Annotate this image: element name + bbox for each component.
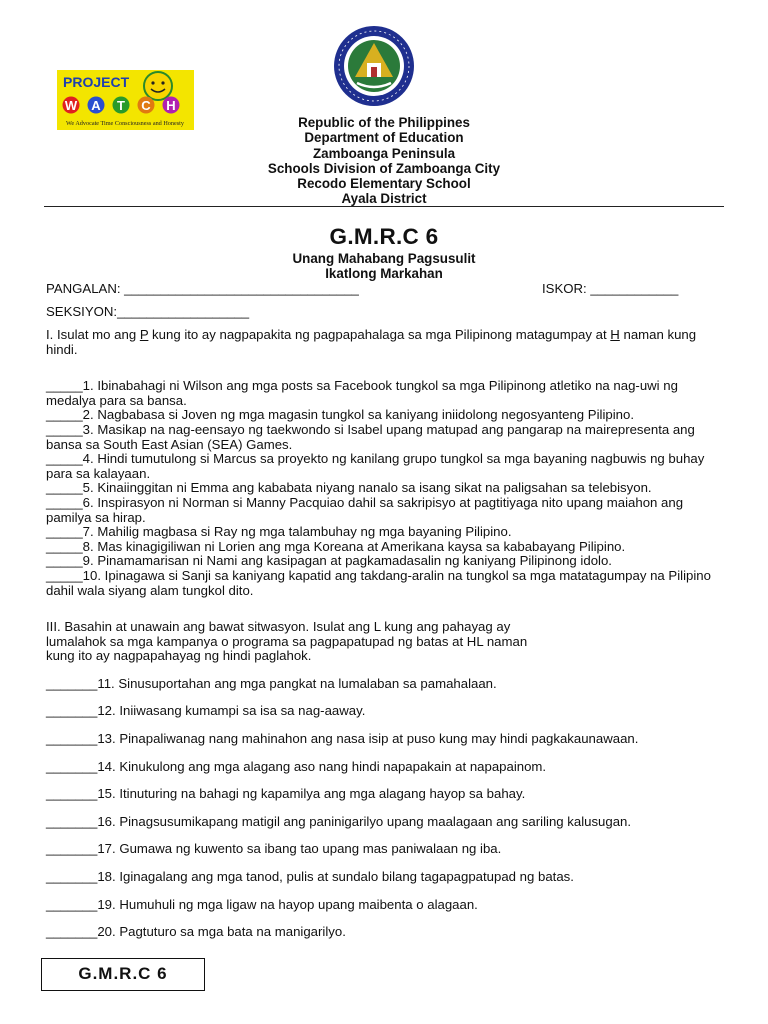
subtitle-line: Ikatlong Markahan bbox=[325, 265, 443, 281]
part3-instruction: III. Basahin at unawain ang bawat sitwasyon. Isulat ang L kung ang pahayag ay lumalahok sa mga kampanya o programa sa pagpapatupad ng batas at HL naman kung ito ay nagpapahayag ng hindi paglahok. bbox=[46, 619, 528, 664]
question-item[interactable]: _______16. Pinagsusumikapang matigil ang paninigarilyo upang maalagaan ang sariling kalusugan. bbox=[46, 813, 632, 829]
question-item[interactable]: _____7. Mahilig magbasa si Ray ng mga talambuhay ng mga bayaning Pilipino. bbox=[46, 524, 512, 540]
clock-icon bbox=[57, 70, 194, 130]
exam-subtitle bbox=[234, 252, 534, 282]
header-line: Recodo Elementary School bbox=[297, 176, 471, 192]
instruction-text: I. Isulat mo ang bbox=[46, 327, 140, 342]
question-item[interactable]: _____3. Masikap na nag-eensayo ng taekwondo si Isabel upang matupad ang pangarap na mairepresenta ang bansa sa South East Asian (SEA) Games. bbox=[46, 421, 695, 452]
instruction-key-p: P bbox=[139, 327, 149, 342]
exam-body bbox=[46, 328, 718, 953]
subtitle-line: Unang Mahabang Pagsusulit bbox=[292, 251, 476, 266]
header-line: Schools Division of Zamboanga City bbox=[267, 160, 501, 176]
svg-text:We Advocate Time Consciousness: We Advocate Time Consciousness and Honesty bbox=[66, 120, 184, 127]
question-item[interactable]: _______14. Kinukulong ang mga alagang aso nang hindi napapakain at napapainom. bbox=[46, 758, 547, 774]
question-item[interactable]: _____10. Ipinagawa si Sanji sa kaniyang kapatid ang takdang-aralin na tungkol sa mga matatagumpay na Pilipino dahil wala siyang alam tungkol dito. bbox=[46, 567, 711, 598]
question-item[interactable]: _____8. Mas kinagigiliwan ni Lorien ang mga Koreana at Amerikana kaysa sa kababayang Pilipino. bbox=[46, 538, 626, 554]
header-line: Department of Education bbox=[304, 130, 464, 146]
svg-text:C: C bbox=[141, 98, 151, 113]
question-item[interactable]: _____1. Ibinabahagi ni Wilson ang mga posts sa Facebook tungkol sa mga Pilipinong atletiko na nag-uwi ng medalya para sa bansa. bbox=[46, 378, 678, 408]
school-header bbox=[234, 115, 534, 207]
question-item[interactable]: _______12. Iniiwasang kumampi sa isa sa nag-aaway. bbox=[46, 703, 366, 719]
instruction-text: naman kung hindi. bbox=[46, 327, 697, 357]
project-watch-logo bbox=[57, 70, 194, 130]
question-item[interactable]: _______20. Pagtuturo sa mga bata na manigarilyo. bbox=[46, 924, 346, 940]
instruction-key-h: H bbox=[610, 327, 620, 342]
question-item[interactable]: _______18. Iginagalang ang mga tanod, pulis at sundalo bilang tagapagpatupad ng batas. bbox=[46, 869, 574, 885]
school-seal-logo bbox=[333, 25, 415, 107]
header-line: Zamboanga Peninsula bbox=[312, 145, 456, 161]
instruction-text: kung ito ay nagpapakita ng pagpapahalaga sa mga Pilipinong matagumpay at bbox=[148, 327, 611, 342]
question-item[interactable]: _______19. Humuhuli ng mga ligaw na hayop upang maibenta o alagaan. bbox=[46, 896, 478, 912]
question-item[interactable]: _____2. Nagbabasa si Joven ng mga magasin tungkol sa kaniyang iniidolong negosyanteng Pilipino. bbox=[46, 407, 634, 423]
question-item[interactable]: _____9. Pinamamarisan ni Nami ang kasipagan at pagkamadasalin ng kaniyang Pilipinong idolo. bbox=[46, 553, 612, 569]
header-line: Republic of the Philippines bbox=[298, 115, 470, 130]
question-item[interactable]: _______15. Itinuturing na bahagi ng kapamilya ang mga alagang hayop sa bahay. bbox=[46, 786, 526, 802]
svg-text:W: W bbox=[64, 98, 78, 113]
name-field[interactable]: PANGALAN: ________________________________ bbox=[46, 281, 359, 296]
part1-instruction bbox=[46, 328, 718, 357]
svg-text:A: A bbox=[91, 98, 101, 113]
exam-title: G.M.R.C 6 bbox=[329, 224, 439, 249]
question-item[interactable]: _____4. Hindi tumutulong si Marcus sa proyekto ng kanilang grupo tungkol sa mga bayaning nagbuwis ng buhay para sa kalayaan. bbox=[46, 451, 705, 481]
question-item[interactable]: _______11. Sinusuportahan ang mga pangkat na lumalaban sa pamahalaan. bbox=[46, 675, 497, 691]
svg-text:H: H bbox=[166, 98, 176, 113]
part3-items bbox=[46, 677, 718, 940]
question-item[interactable]: _____6. Inspirasyon ni Norman si Manny Pacquiao dahil sa sakripisyo at pagtitiyaga nito upang maiahon ang pamilya sa hirap. bbox=[46, 494, 684, 525]
question-item[interactable]: _______17. Gumawa ng kuwento sa ibang tao upang mas paniwalaan ng iba. bbox=[46, 841, 502, 857]
section-field[interactable]: SEKSIYON:__________________ bbox=[46, 304, 250, 319]
question-item[interactable]: _______13. Pinapaliwanag nang mahinahon ang nasa isip at puso kung may hindi pagkakaunawaan. bbox=[46, 731, 639, 747]
header-line: Ayala District bbox=[341, 191, 427, 207]
part1-items bbox=[46, 379, 718, 598]
question-item[interactable]: _____5. Kinaiinggitan ni Emma ang kababata niyang nanalo sa isang sikat na paligsahan sa telebisyon. bbox=[46, 480, 652, 496]
header-divider bbox=[44, 206, 724, 207]
svg-text:PROJECT: PROJECT bbox=[63, 74, 130, 90]
seal-emblem-icon bbox=[333, 25, 415, 107]
score-field[interactable]: ISKOR: ____________ bbox=[542, 281, 679, 296]
footer-subject-label: G.M.R.C 6 bbox=[41, 958, 205, 991]
svg-text:T: T bbox=[117, 98, 125, 113]
